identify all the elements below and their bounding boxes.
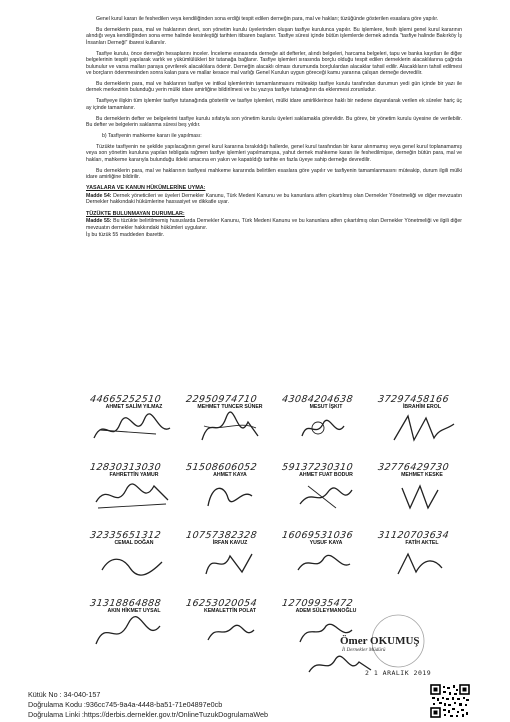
handwritten-signature-icon: [374, 478, 464, 518]
handwritten-signature-icon: [182, 410, 272, 450]
signature-6: [182, 462, 278, 522]
signature-id: 16069531036: [281, 530, 354, 541]
signature-12: [374, 530, 470, 590]
handwritten-signature-icon: [86, 614, 176, 654]
signature-id: 44665252510: [89, 394, 162, 405]
closing-statement: İş bu tüzük 55 maddeden ibarettir.: [86, 232, 165, 239]
signature-id: 32335651312: [89, 530, 162, 541]
handwritten-signature-icon: [86, 410, 176, 450]
signature-id: 10757382328: [185, 530, 258, 541]
qr-code-icon: [430, 684, 470, 718]
paragraph-4: Bu derneklerin para, mal ve haklarının tasfiye ve intikal işlemlerinin tamamlanmasını müteakip tasfiye kurulu tarafından durumun yedi gün içinde bir yazı ile dernek merkezinin bulunduğu yerin mülki idare amirliğine bildirilmesi ve bu yazıya tasfiye tutanağının da eklenmesi zorunludur.: [86, 81, 462, 94]
paragraph-1: Genel kurul kararı ile feshedilen veya kendiliğinden sona erdiği tespit edilen derneğin para, mal ve hakları; tüzüğünde gösterilen esaslara göre yapılır.: [96, 16, 439, 22]
signature-name: FATİH AKTEL: [405, 540, 439, 546]
handwritten-signature-icon: [182, 614, 272, 654]
signature-name: ADEM SÜLEYMANOĞLU: [295, 608, 357, 614]
verification-link[interactable]: Doğrulama Linki :https://derbis.dernekler.gov.tr/OnlineTuzukDogrulamaWeb: [28, 710, 268, 720]
signature-id: 12830313030: [89, 462, 162, 473]
paragraph-5: Tasfiyeye ilişkin tüm işlemler tasfiye tutanağında gösterilir ve tasfiye işlemleri, mülki idare amirliklerince haklı bir nedene dayanılarak verilen ek süreler hariç üç ay içinde tamamlanır.: [86, 98, 462, 111]
handwritten-signature-icon: [182, 478, 272, 518]
article-54-label: Madde 54:: [86, 192, 112, 199]
signature-name: CEMAL DOĞAN: [114, 540, 154, 546]
signature-name: AHMET KAYA: [213, 472, 247, 478]
registry-number: Kütük No : 34-040-157: [28, 690, 101, 699]
signature-4: [374, 394, 470, 454]
signature-name: FAHRETTİN YAMUR: [109, 472, 159, 478]
signature-name: YUSUF KAYA: [309, 540, 343, 546]
signature-name: AHMET SALİM YILMAZ: [105, 404, 163, 410]
section-title-missing-cases: TÜZÜKTE BULUNMAYAN DURUMLAR:: [86, 210, 185, 217]
paragraph-7: Tüzükte tasfiyenin ne şekilde yapılacağının genel kurul kararına bırakıldığı hallerde, genel kurul tarafından bir karar alınmamış veya genel kurul toplanamamış veya son yönetim kuruluna yapılan tebligata rağmen tasfiye işlemleri yapılmamışsa, yahut dernek mahkeme kararı ile feshedilmişse, derneğin bütün para, mal ve hakları, mahkeme kararıyla bulunduğu ildeki amacına en yakın ve kapatıldığı tarihte en fazla üyeye sahip derneğe devredilir.: [86, 143, 462, 163]
handwritten-signature-icon: [374, 546, 464, 586]
section-title-compliance: YASALARA VE KANUN HÜKÜMLERİNE UYMA:: [86, 185, 206, 192]
signature-id: 31120703634: [377, 530, 450, 541]
handwritten-signature-icon: [86, 546, 176, 586]
article-55-text: Bu tüzükte belirtilmemiş hususlarda Dernekler Kanunu, Türk Medeni Kanunu ve bu kanunlara atfen çıkartılmış olan Dernekler Yönetmeliği ve ilgili diğer mevzuatın dernekler hakkındaki hükümleri uygulanır.: [86, 218, 462, 231]
signature-id: 32776429730: [377, 462, 450, 473]
signature-1: [86, 394, 182, 454]
stamp-title: İl Dernekler Müdürü: [342, 647, 386, 653]
signature-id: 31318864888: [89, 598, 162, 609]
article-54: [86, 193, 462, 206]
handwritten-signature-icon: [374, 410, 464, 450]
verification-footer: [28, 690, 408, 721]
signature-5: [86, 462, 182, 522]
signature-10: [182, 530, 278, 590]
signature-name: İBRAHİM EROL: [402, 404, 442, 410]
signature-id: 16253020054: [185, 598, 258, 609]
paragraph-2: Bu derneklerin para, mal ve haklarının devri, son yönetim kurulu üyelerinden oluşan tasfiye kurulunca yapılır. Bu işlemlere, fesih işlemi genel kurul kararının alındığı veya kendiliğinden sona erme halinde kesinleştiği tarihten itibaren başlanır. Tasfiye süresi içinde bütün işlemlerde dernek adında "tasfiye halinde Bakırköy İş İnsanları Derneği" ibaresi kullanılır.: [86, 27, 462, 46]
signature-name: MEHMET KESKE: [401, 472, 443, 478]
paragraph-3: Tasfiye kurulu, önce derneğin hesaplarını inceler. İnceleme esnasında derneğe ait defterler, alındı belgeleri, harcama belgeleri, tapu ve banka kayıtları ile diğer belgelerinin tespiti yapılarak varlık ve yükümlülükleri bir tutanağa bağlanır. Tasfiye işlemleri sırasında borçlu olduğu tespit edilen derneklerin alacaklılarına çağrıda bulunulur ve varsa malları paraya çevrilerek alacaklılara ödenir. Derneğin alacaklı olması durumunda borçlulardan alacaklar tahsil edilir. Alacaklıların tahsil edilmesi ve borçların ödenmesinden sonra kalan para ve mallar kesace mal varlığı Genel Kurulun uygun göreceği kamu yararına çalışan derneğe devredilir.: [86, 50, 462, 77]
item-b-heading: b) Tasfiyenin mahkeme kararı ile yapılması:: [102, 133, 202, 140]
article-54-text: Dernek yöneticileri ve üyeleri Dernekler Kanunu, Türk Medeni Kanunu ve bu kanunlara atfen çıkartılmış olan Dernekler Yönetmeliği ve diğer mevzuatın Dernekler hakkındaki hükümlerine hassasiyet ve dikkatle uyar.: [86, 192, 462, 206]
article-55: [86, 218, 462, 231]
signature-name: KEMALETTİN POLAT: [203, 608, 257, 614]
handwritten-signature-icon: [278, 410, 368, 450]
signature-2: [182, 394, 278, 454]
signature-name: AHMET FUAT BODUR: [299, 472, 353, 478]
signature-name: MEHMET TUNCER SÜNER: [197, 404, 263, 410]
signature-9: [86, 530, 182, 590]
signature-id: 37297458166: [377, 394, 450, 405]
signature-7: [278, 462, 374, 522]
signature-id: 12709935472: [281, 598, 354, 609]
handwritten-signature-icon: [278, 546, 368, 586]
signature-name: İRFAN KAVUZ: [212, 540, 248, 546]
signature-8: [374, 462, 470, 522]
signature-id: 43084204638: [281, 394, 354, 405]
article-55-label: Madde 55:: [86, 218, 112, 225]
stamp-name: Ömer OKUMUŞ: [340, 635, 420, 647]
handwritten-signature-icon: [182, 546, 272, 586]
signature-11: [278, 530, 374, 590]
signature-3: [278, 394, 374, 454]
handwritten-signature-icon: [278, 478, 368, 518]
verification-code: Doğrulama Kodu :936cc745-9a4a-4448-ba51-71e04897e0cb: [28, 700, 223, 710]
signature-13: [86, 598, 182, 658]
signature-id: 22950974710: [185, 394, 258, 405]
signature-14: [182, 598, 278, 658]
handwritten-signature-icon: [86, 478, 176, 518]
signature-name: MESUT İŞKIT: [309, 404, 343, 410]
paragraph-6: Bu derneklerin defter ve belgelerini tasfiye kurulu sıfatıyla son yönetim kurulu üyeleri saklamakla görevlidir. Bu görev, bir yönetim kurulu üyesine de verilebilir. Bu defter ve belgelerin saklanma süresi beş yıldır.: [86, 115, 462, 129]
signature-name: AKIN HİKMET UYSAL: [107, 608, 161, 614]
signature-id: 51508606052: [185, 462, 258, 473]
signature-id: 59137230310: [281, 462, 354, 473]
paragraph-8: Bu derneklerin para, mal ve haklarının tasfiyesi mahkeme kararında belirtilen esaslara göre yapılır ve tasfiyenin tamamlanmasını müteakip, durum ilgili mülki idare amirliğine bildirilir.: [86, 167, 462, 181]
date-stamp: 2 1 ARALIK 2019: [365, 669, 432, 677]
statute-body: [86, 16, 462, 240]
